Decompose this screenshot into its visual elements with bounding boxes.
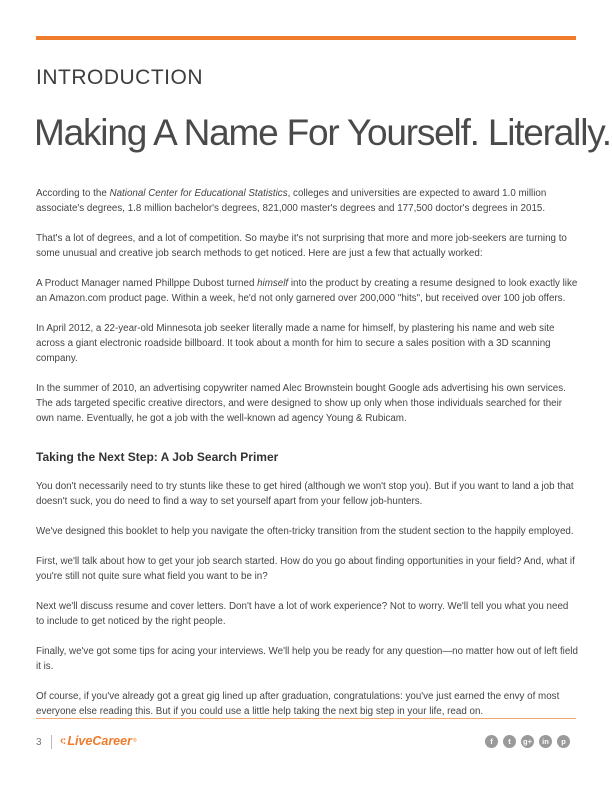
- google-plus-icon[interactable]: g+: [521, 735, 534, 748]
- primer-paragraph-3: First, we'll talk about how to get your job search started. How do you go about finding opportunities in your field? And, what if you're still not quite sure what field you want to be in?: [36, 556, 575, 582]
- primer-paragraph-6: Of course, if you've already got a great gig lined up after graduation, congratulations: you've just earned the envy of most everyone else reading this. But if you could use a little help taking the next big step in your life, read on.: [36, 691, 560, 717]
- livecareer-logo[interactable]: [60, 734, 137, 748]
- intro-paragraph-5: In the summer of 2010, an advertising copywriter named Alec Brownstein bought Google ads advertising his own services. The ads targeted specific creative directors, and were designed to show up only when those individuals searched for their own name. Eventually, he got a job with the well-known ad agency Young & Rubicam.: [36, 383, 566, 424]
- footer-separator: [51, 735, 52, 749]
- footer-rule: [36, 718, 576, 719]
- intro-paragraph-1: According to the National Center for Educational Statistics, colleges and universities are expected to award 1.0 million associate's degrees, 1.8 million bachelor's degrees, 821,000 master's degrees and 177,500 doctor's degrees in 2015.: [36, 188, 547, 214]
- intro-paragraph-2: That's a lot of degrees, and a lot of competition. So maybe it's not surprising that more and more job-seekers are turning to some unusual and creative job search methods to get noticed. Here are just a few that actually worked:: [36, 233, 567, 259]
- intro-paragraph-4: In April 2012, a 22-year-old Minnesota job seeker literally made a name for himself, by plastering his name and web site across a giant electronic roadside billboard. It took about a month for him to secure a sales position with a 3D scanning company.: [36, 323, 555, 364]
- primer-paragraph-2: We've designed this booklet to help you navigate the often-tricky transition from the student section to the happily employed.: [36, 526, 574, 537]
- logo-mark-icon: ‹:: [60, 735, 66, 747]
- primer-heading: Taking the Next Step: A Job Search Primer: [36, 450, 279, 464]
- article-body: [36, 186, 578, 734]
- primer-paragraph-4: Next we'll discuss resume and cover letters. Don't have a lot of work experience? Not to worry. We'll tell you what you need to include to get noticed by the right people.: [36, 601, 569, 627]
- top-accent-rule: [36, 36, 576, 40]
- facebook-icon[interactable]: f: [485, 735, 498, 748]
- primer-paragraph-1: You don't necessarily need to try stunts like these to get hired (although we won't stop you). But if you want to land a job that doesn't suck, you do need to find a way to set yourself apart from your fellow job-hunters.: [36, 481, 574, 507]
- logo-text: LiveCareer: [67, 734, 132, 748]
- pinterest-icon[interactable]: p: [557, 735, 570, 748]
- page-number: 3: [36, 737, 42, 748]
- intro-paragraph-3: A Product Manager named Phillppe Dubost turned himself into the product by creating a resume designed to look exactly like an Amazon.com product page. Within a week, he'd not only garnered over 200,000 "hits", but received over 100 job offers.: [36, 278, 578, 304]
- twitter-icon[interactable]: t: [503, 735, 516, 748]
- primer-paragraph-5: Finally, we've got some tips for acing your interviews. We'll help you be ready for any question—no matter how out of left field it is.: [36, 646, 578, 672]
- section-label: INTRODUCTION: [36, 66, 203, 89]
- logo-registered-mark: ®: [132, 738, 137, 744]
- social-links: [485, 735, 570, 748]
- page-title: Making A Name For Yourself. Literally.: [34, 112, 611, 153]
- linkedin-icon[interactable]: in: [539, 735, 552, 748]
